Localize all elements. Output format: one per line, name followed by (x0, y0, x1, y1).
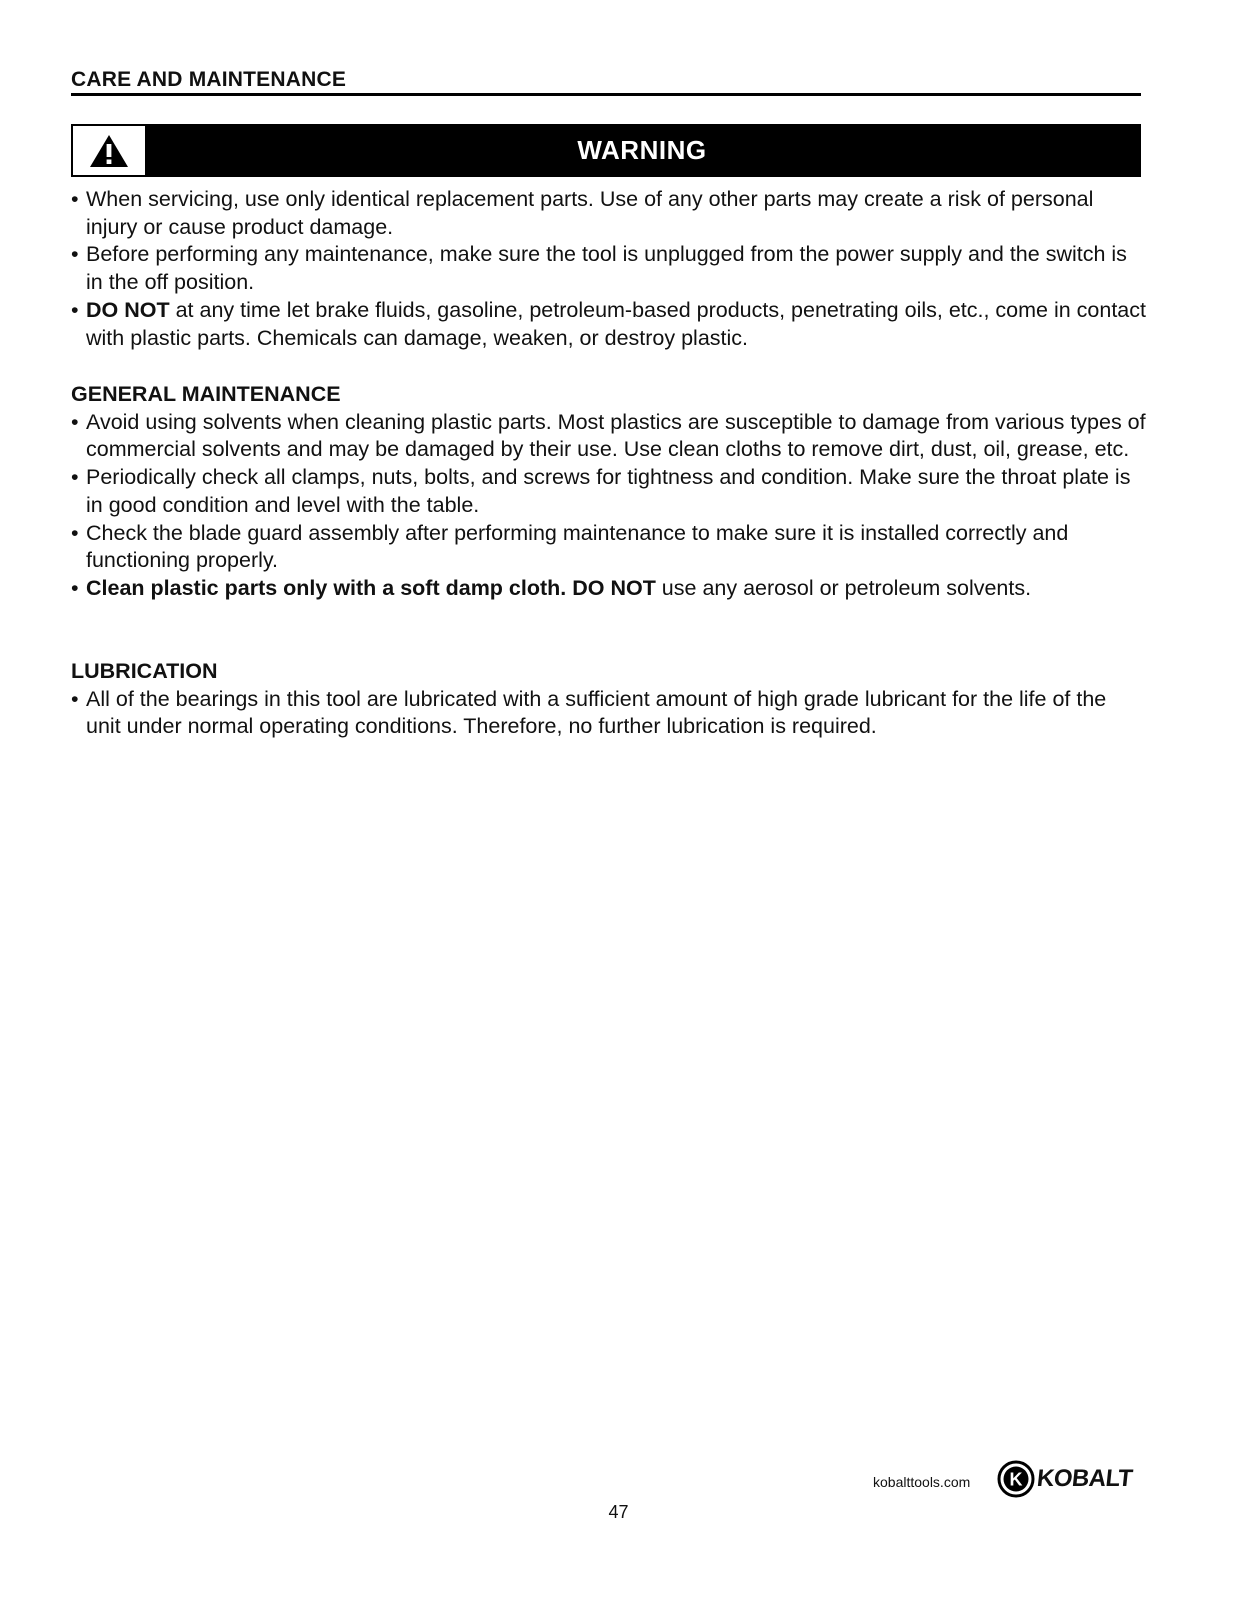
warning-title: WARNING (145, 126, 1139, 175)
warning-banner (71, 124, 1141, 177)
general-maintenance-item: • Periodically check all clamps, nuts, bolts, and screws for tightness and condition. Make sure the throat plate is in good condition and level with the table. (71, 464, 1146, 519)
footer-url: kobalttools.com (873, 1474, 971, 1490)
section-title: CARE AND MAINTENANCE (71, 68, 347, 91)
general-maintenance-item: • Clean plastic parts only with a soft damp cloth. DO NOT use any aerosol or petroleum solvents. (71, 575, 1146, 603)
clean-plastic-emphasis: Clean plastic parts only with a soft damp cloth. DO NOT (86, 575, 656, 600)
warning-item: • When servicing, use only identical replacement parts. Use of any other parts may create a risk of personal injury or cause product damage. (71, 186, 1146, 241)
warning-item: • Before performing any maintenance, make sure the tool is unplugged from the power supply and the switch is in the off position. (71, 241, 1146, 296)
lubrication-section (71, 658, 1146, 741)
do-not-emphasis: DO NOT (86, 297, 170, 322)
warning-item: • DO NOT at any time let brake fluids, gasoline, petroleum-based products, penetrating oils, etc., come in contact with plastic parts. Chemicals can damage, weaken, or destroy plastic. (71, 297, 1146, 352)
general-maintenance-heading: GENERAL MAINTENANCE (71, 382, 341, 406)
lubrication-heading: LUBRICATION (71, 659, 218, 683)
kobalt-logo (997, 1460, 1132, 1498)
section-header (71, 68, 1141, 96)
warning-triangle-icon (89, 134, 129, 168)
page-number: 47 (608, 1502, 629, 1522)
kobalt-logo-mark: K (1009, 1469, 1023, 1490)
general-maintenance-list (71, 409, 1146, 603)
warning-list-block (71, 186, 1146, 352)
warning-list (71, 186, 1146, 352)
lubrication-item: • All of the bearings in this tool are lubricated with a sufficient amount of high grade lubricant for the life of the unit under normal operating conditions. Therefore, no further lubrication is required. (71, 686, 1146, 741)
general-maintenance-item: • Check the blade guard assembly after performing maintenance to make sure it is installed correctly and functioning properly. (71, 520, 1146, 575)
kobalt-brand-text: KOBALT (1035, 1465, 1134, 1492)
warning-icon-cell (73, 126, 145, 175)
general-maintenance-item: • Avoid using solvents when cleaning plastic parts. Most plastics are susceptible to damage from various types of commercial solvents and may be damaged by their use. Use clean cloths to remove dirt, dust, oil, grease, etc. (71, 409, 1146, 464)
kobalt-logo-icon (997, 1460, 1035, 1498)
general-maintenance-section (71, 381, 1146, 603)
lubrication-list (71, 686, 1146, 741)
